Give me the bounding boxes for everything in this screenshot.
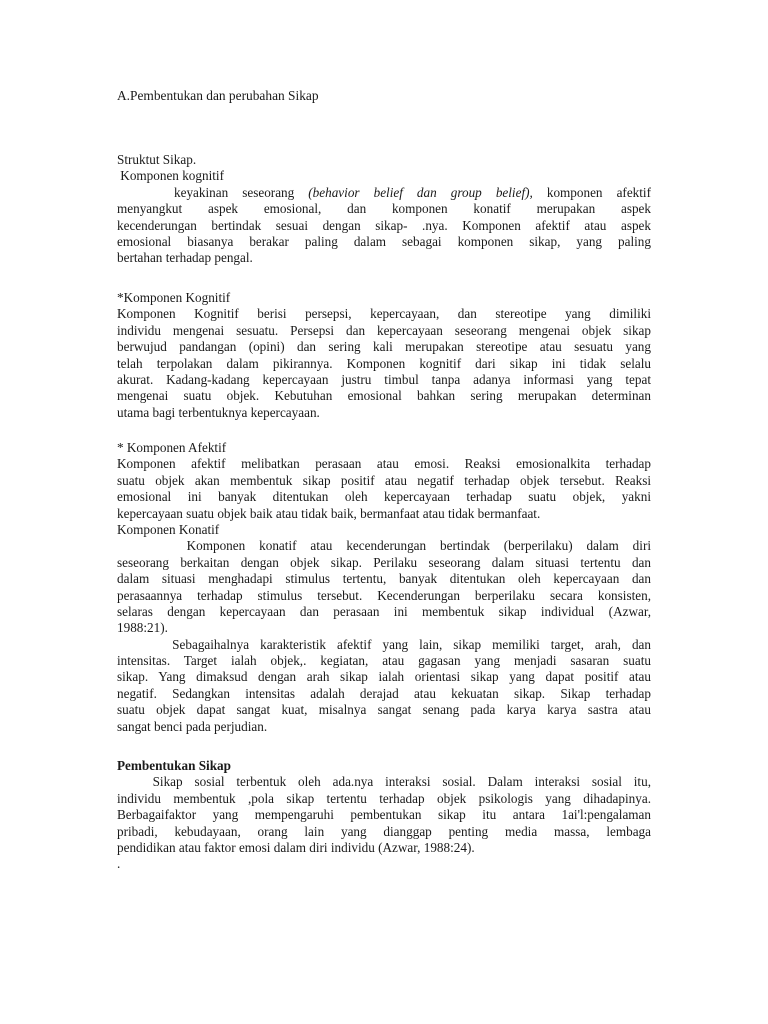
konatif-line: perasaannya terhadap stimulus tersebut. Kecenderungan berperilaku secara konsisten,: [117, 587, 651, 603]
konatif-line: intensitas. Target ialah objek,. kegiatan, atau gagasan yang menjadi sasaran suatu: [117, 653, 651, 669]
struktur-line: kecenderungan bertindak sesuai dengan sikap- .nya. Komponen afektif atau aspek: [117, 217, 651, 233]
pembentukan-heading: Pembentukan Sikap: [117, 758, 231, 773]
struktur-line: bertahan terhadap pengal.: [117, 250, 253, 266]
afektif-line: kepercayaan suatu objek baik atau tidak baik, bermanfaat atau tidak bermanfaat.: [117, 505, 541, 521]
kognitif-line: individu mengenai sesuatu. Persepsi dan kepercayaan seseorang mengenai objek sikap: [117, 322, 651, 338]
trailing-dot: .: [117, 856, 121, 872]
kognitif-section: [117, 290, 651, 421]
page-title: A.Pembentukan dan perubahan Sikap: [117, 88, 319, 103]
struktur-line: menyangkut aspek emosional, dan komponen konatif merupakan aspek: [117, 201, 651, 217]
konatif-line: suatu objek dapat sangat kuat, misalnya sangat senang pada karya karya sastra atau: [117, 702, 651, 718]
kognitif-line: Komponen Kognitif berisi persepsi, kepercayaan, dan stereotipe yang dimiliki: [117, 306, 651, 322]
afektif-line: emosional ini banyak ditentukan oleh kepercayaan terhadap suatu objek, yakni: [117, 489, 651, 505]
konatif-line: sangat benci pada perjudian.: [117, 718, 268, 734]
konatif-line: negatif. Sedangkan intensitas adalah derajad atau kekuatan sikap. Sikap terhadap: [117, 685, 651, 701]
pembentukan-line: pribadi, kebudayaan, orang lain yang dianggap penting media massa, lembaga: [117, 823, 651, 839]
struktur-line: keyakinan seseorang (behavior belief dan group belief), komponen afektif: [174, 184, 651, 200]
konatif-line: seseorang berkaitan dengan objek sikap. Perilaku seseorang dalam situasi tertentu dan: [117, 554, 651, 570]
struktur-section: [117, 152, 651, 267]
afektif-line: Komponen afektif melibatkan perasaan atau emosi. Reaksi emosionalkita terhadap: [117, 456, 651, 472]
struktur-heading: Struktut Sikap.: [117, 152, 197, 167]
kognitif-line: mengenai suatu objek. Kebutuhan emosional bahkan sering merupakan determinan: [117, 388, 651, 404]
pembentukan-section: [117, 758, 651, 873]
pembentukan-line: individu membentuk ,pola sikap tertentu terhadap objek psikologis yang dihadapinya.: [117, 790, 651, 806]
konatif-heading: Komponen Konatif: [117, 521, 220, 537]
konatif-line: sikap. Yang dimaksud dengan arah sikap ialah orientasi sikap yang dapat positif atau: [117, 669, 651, 685]
struktur-subheading: Komponen kognitif: [117, 168, 224, 184]
kognitif-line: telah terpolakan dalam pikirannya. Komponen kognitif dari sikap ini tidak selalu: [117, 355, 651, 371]
kognitif-heading: *Komponen Kognitif: [117, 290, 231, 305]
struktur-line: emosional biasanya berakar paling dalam sebagai komponen sikap, yang paling: [117, 233, 651, 249]
kognitif-line: berwujud pandangan (opini) dan sering kali merupakan stereotipe atau sesuatu yang: [117, 339, 651, 355]
pembentukan-line: Berbagaifaktor yang mempengaruhi pembentukan sikap itu antara 1ai'l:pengalaman: [117, 807, 651, 823]
afektif-line: suatu objek akan membentuk sikap positif atau negatif terhadap objek tersebut. Reaksi: [117, 472, 651, 488]
konatif-line: Sebagaihalnya karakteristik afektif yang lain, sikap memiliki target, arah, dan: [117, 636, 651, 652]
afektif-section: [117, 440, 651, 735]
afektif-heading: * Komponen Afektif: [117, 440, 227, 455]
konatif-line: selaras dengan kepercayaan dan perasaan ini membentuk sikap individual (Azwar,: [117, 603, 651, 619]
pembentukan-line: pendidikan atau faktor emosi dalam diri individu (Azwar, 1988:24).: [117, 839, 475, 855]
konatif-line: Komponen konatif atau kecenderungan bertindak (berperilaku) dalam diri: [117, 538, 651, 554]
konatif-line: 1988:21).: [117, 620, 168, 636]
kognitif-line: utama bagi terbentuknya kepercayaan.: [117, 404, 320, 420]
pembentukan-line: Sikap sosial terbentuk oleh ada.nya interaksi sosial. Dalam interaksi sosial itu,: [117, 774, 651, 790]
konatif-line: dalam situasi menghadapi stimulus tertentu, banyak ditentukan oleh kepercayaan dan: [117, 571, 651, 587]
kognitif-line: akurat. Kadang-kadang kepercayaan justru timbul tanpa adanya informasi yang tepat: [117, 371, 651, 387]
